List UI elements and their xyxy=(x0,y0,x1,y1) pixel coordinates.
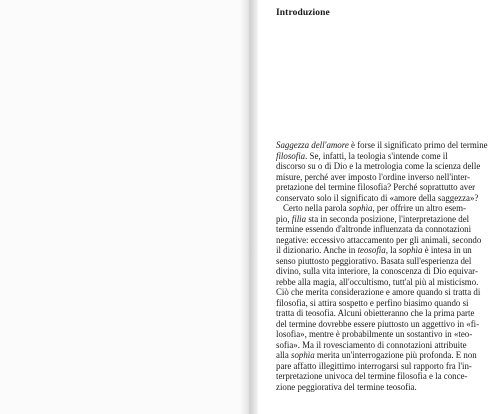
body-text xyxy=(276,140,492,392)
text-line xyxy=(276,245,492,256)
text-line xyxy=(276,340,492,351)
text-run: misure, perché aver imposto l'ordine inverso nell'inter- xyxy=(276,171,471,182)
text-line xyxy=(276,308,492,319)
text-run: tratta di teosofia. Alcuni obietteranno che la prima parte xyxy=(276,308,475,318)
italic-term: teosofia xyxy=(357,245,386,255)
text-line xyxy=(276,235,492,246)
text-run: alla xyxy=(276,350,292,360)
text-run: del termine dovrebbe essere piuttosto un aggettivo in «fi- xyxy=(276,318,480,329)
italic-term: filìa xyxy=(291,213,307,224)
text-run: il dizionario. Anche in xyxy=(276,245,358,255)
text-line xyxy=(276,172,492,183)
text-run: conservato solo il significato di «amore della saggezza»? xyxy=(276,192,479,203)
left-page-blank xyxy=(0,0,240,414)
text-run: zione peggiorativa del termine teosofia. xyxy=(276,381,417,392)
text-run: filosofia, si attira sospetto e perfino biasimo quando si xyxy=(276,297,469,308)
text-run: è forse il significato primo del termine xyxy=(348,140,488,150)
text-line xyxy=(276,382,492,393)
text-run: termine essendo d'altronde influenzata da connotazioni xyxy=(276,224,472,234)
text-run: sta in seconda posizione, l'interpretazione del xyxy=(306,213,470,224)
text-line xyxy=(276,361,492,372)
text-run: . Se, infatti, la teologia s'intende come il xyxy=(305,150,448,161)
text-line xyxy=(276,140,492,151)
text-run: Ciò che merita considerazione e amore quando si tratta di xyxy=(276,287,481,297)
text-line xyxy=(276,161,492,172)
italic-term: Saggezza dell'amore xyxy=(276,140,349,150)
running-head: Introduzione xyxy=(276,8,330,18)
text-line xyxy=(276,193,492,204)
text-run: pare affatto illegittimo interrogarsi sul rapporto fra l'in- xyxy=(276,360,472,371)
text-run: negative: eccessivo attaccamento per gli animali, secondo xyxy=(276,234,482,245)
text-line xyxy=(276,203,492,214)
italic-term: sophìa xyxy=(291,350,315,360)
text-run: merita un'interrogazione più profonda. E non xyxy=(314,350,477,360)
text-line xyxy=(276,329,492,340)
text-line xyxy=(276,319,492,330)
text-run: pio, xyxy=(276,213,292,224)
text-line xyxy=(276,214,492,225)
text-run: rebbe alla magia, all'occultismo, tutt'al più al misticismo. xyxy=(276,276,479,287)
text-run: , la xyxy=(385,245,399,255)
text-line xyxy=(276,350,492,361)
text-run: , per offrire un altro esem- xyxy=(372,203,466,213)
text-run: divino, sulla vita interiore, la conoscenza di Dio equivar- xyxy=(276,266,478,276)
text-line xyxy=(276,151,492,162)
text-run: senso piuttosto peggiorativo. Basata sull'esperienza del xyxy=(276,255,472,266)
text-run: sofia». Ma il rovesciamento di connotazioni attribuite xyxy=(276,339,467,350)
text-line xyxy=(276,256,492,267)
text-line xyxy=(276,266,492,277)
text-run: è intesa in un xyxy=(422,245,472,255)
text-run: Certo nella parola xyxy=(283,203,349,213)
text-run: pretazione del termine filosofia? Perché soprattutto aver xyxy=(276,182,476,192)
text-run: losofia», mentre è probabilmente un sostantivo in «teo- xyxy=(276,329,473,339)
book-gutter xyxy=(240,0,258,414)
text-line xyxy=(276,298,492,309)
text-run: discorso su o di Dio e la metrologia come la scienza delle xyxy=(276,161,481,171)
text-line xyxy=(276,287,492,298)
italic-term: sophìa xyxy=(348,203,373,213)
text-line xyxy=(276,224,492,235)
text-line xyxy=(276,182,492,193)
text-line xyxy=(276,371,492,382)
italic-term: filosofia xyxy=(276,150,306,161)
text-run: terpretazione univoca del termine filosofia e la conce- xyxy=(276,371,468,381)
italic-term: sophìa xyxy=(398,245,423,255)
text-line xyxy=(276,277,492,288)
